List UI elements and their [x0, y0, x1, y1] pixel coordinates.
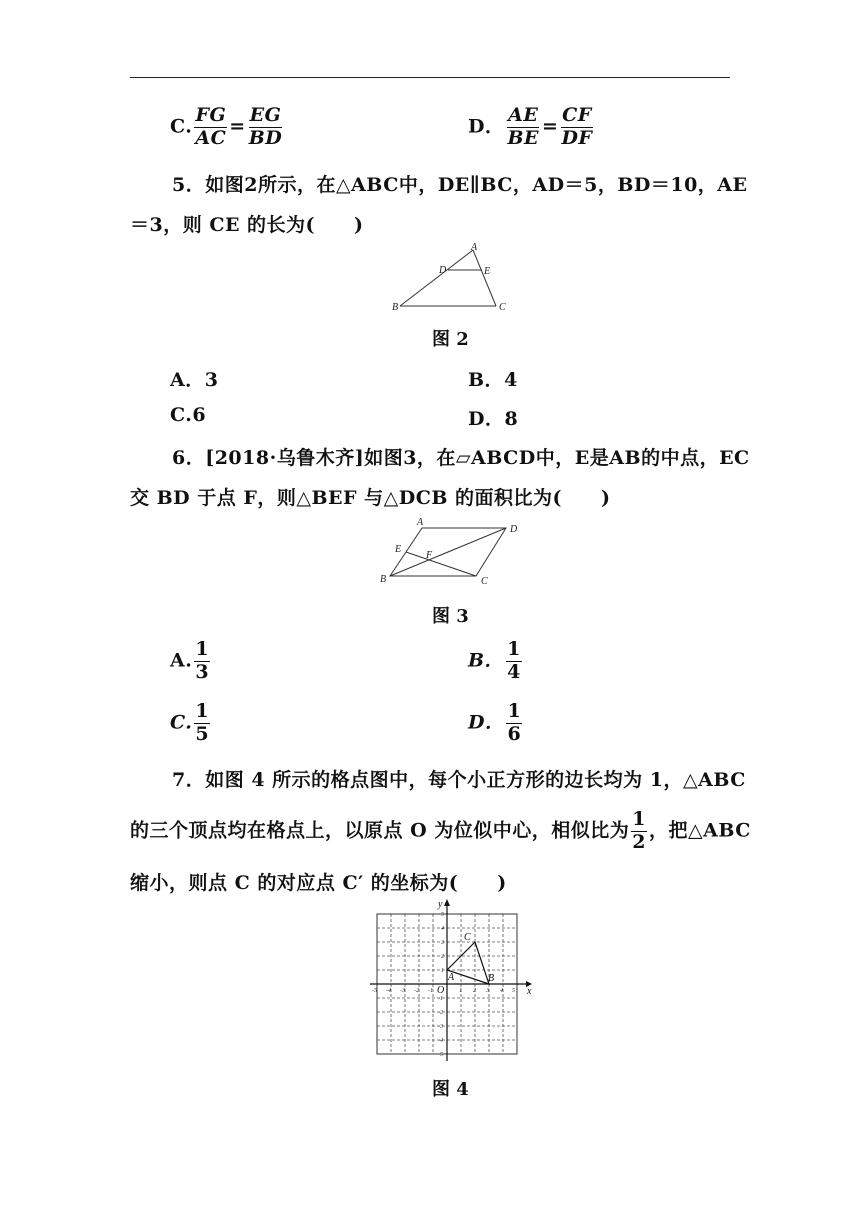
fraction-numerator: 1 — [195, 700, 210, 722]
label-b: B — [488, 973, 495, 984]
label-d: D — [510, 524, 518, 535]
label-f: F — [426, 550, 433, 561]
q5-option-a — [170, 365, 218, 392]
tick-x-2: 2 — [473, 988, 476, 994]
fraction-numerator: 1 — [195, 638, 210, 660]
figure-3-caption: 图 3 — [432, 606, 469, 627]
tick-x-neg4: -4 — [386, 988, 391, 994]
fraction-denominator: 3 — [195, 660, 210, 683]
tick-x-neg1: -1 — [428, 988, 433, 994]
fraction-denominator: BE — [507, 126, 540, 149]
tick-y-2: 2 — [441, 954, 444, 960]
label-c: C — [499, 302, 506, 313]
option-label: B． — [468, 369, 505, 391]
option-label: C. — [170, 404, 193, 426]
equals-sign: = — [542, 115, 559, 138]
x-axis-label: x — [527, 986, 532, 997]
label-b: B — [392, 302, 399, 313]
option-label: D． — [468, 408, 505, 430]
top-rule — [130, 77, 730, 78]
fraction-numerator: EG — [249, 104, 282, 126]
tick-y-neg4: -4 — [438, 1038, 443, 1044]
option-label: D． — [468, 115, 505, 138]
fraction-denominator: BD — [248, 126, 283, 149]
tick-y-4: 4 — [441, 926, 444, 932]
q7-stem-line1: 7．如图 4 所示的格点图中，每个小正方形的边长均为 1，△ABC — [172, 769, 746, 791]
option-value: 4 — [504, 369, 518, 391]
tick-x-1: 1 — [459, 988, 462, 994]
fraction-denominator: DF — [561, 126, 593, 149]
fraction-numerator: 1 — [632, 808, 647, 830]
figure-2-triangle — [388, 240, 518, 316]
tick-y-neg5: -5 — [438, 1052, 443, 1058]
fraction-numerator: AE — [508, 104, 539, 126]
label-a: A — [448, 972, 455, 983]
q5-option-c — [170, 404, 206, 426]
figure-2-caption: 图 2 — [432, 329, 469, 350]
q5-stem-line1: 5．如图2所示，在△ABC中，DE∥BC，AD＝5，BD＝10，AE — [172, 174, 748, 196]
option-label: C. — [170, 115, 193, 138]
tick-y-neg2: -2 — [438, 1010, 443, 1016]
label-a: A — [471, 242, 478, 253]
fraction-denominator: 4 — [507, 660, 521, 683]
q7-stem-line3: 缩小，则点 C 的对应点 C′ 的坐标为( ) — [130, 872, 507, 894]
q6-stem-line2: 交 BD 于点 F，则△BEF 与△DCB 的面积比为( ) — [130, 487, 611, 509]
option-label: A． — [170, 369, 205, 391]
y-axis-arrow-icon — [444, 899, 450, 906]
tick-y-5: 5 — [441, 912, 444, 918]
q7-stem-line2 — [130, 810, 751, 853]
tick-y-3: 3 — [441, 940, 444, 946]
figure-4-caption: 图 4 — [432, 1079, 469, 1100]
tick-x-neg5: -5 — [372, 988, 377, 994]
q6-option-c — [170, 702, 212, 745]
label-c: C — [464, 932, 471, 943]
label-e: E — [484, 266, 491, 277]
option-value: 8 — [504, 408, 519, 430]
figure-3-parallelogram — [376, 514, 526, 590]
label-c: C — [481, 576, 488, 587]
option-value: 3 — [204, 369, 219, 391]
q4-option-c — [170, 106, 285, 149]
label-b: B — [380, 574, 387, 585]
label-a: A — [417, 517, 424, 528]
q5-option-d — [468, 404, 518, 431]
tick-x-5: 5 — [512, 988, 515, 994]
figure-4-grid — [364, 898, 534, 1062]
q5-option-b — [468, 365, 518, 392]
label-d: D — [439, 265, 447, 276]
label-e: E — [395, 544, 402, 555]
fraction-numerator: CF — [562, 104, 592, 126]
q6-option-d — [468, 702, 524, 745]
fraction-numerator: 1 — [507, 700, 522, 722]
equals-sign: = — [229, 115, 246, 138]
origin-label: O — [437, 985, 445, 996]
option-value: 6 — [192, 404, 207, 426]
tick-x-neg2: -2 — [414, 988, 419, 994]
option-label: B． — [468, 649, 505, 672]
option-label: A. — [170, 649, 193, 672]
tick-x-3: 3 — [486, 988, 489, 994]
tick-y-neg3: -3 — [438, 1024, 443, 1030]
fraction-denominator: AC — [195, 126, 227, 149]
option-label: D． — [468, 711, 505, 734]
q7-stem-text: 的三个顶点均在格点上，以原点 O 为位似中心，相似比为 — [130, 819, 630, 842]
q6-option-b — [468, 640, 524, 683]
y-axis-label: y — [438, 899, 443, 910]
tick-y-neg1: -1 — [438, 996, 443, 1002]
q6-stem-line1: 6．[2018·乌鲁木齐]如图3，在▱ABCD中，E是AB的中点，EC — [172, 447, 750, 469]
fraction-numerator: FG — [195, 104, 227, 126]
fraction-denominator: 2 — [632, 830, 647, 853]
fraction-numerator: 1 — [507, 638, 521, 660]
q4-option-d — [468, 106, 595, 149]
q5-stem-line2: ＝3，则 CE 的长为( ) — [130, 214, 364, 236]
fraction-denominator: 5 — [195, 722, 210, 745]
option-label: C. — [170, 711, 193, 734]
tick-y-1: 1 — [441, 968, 444, 974]
fraction-denominator: 6 — [507, 722, 522, 745]
tick-x-4: 4 — [500, 988, 503, 994]
tick-x-neg3: -3 — [400, 988, 405, 994]
q6-option-a — [170, 640, 212, 683]
q7-stem-text: ，把△ABC — [649, 819, 751, 842]
